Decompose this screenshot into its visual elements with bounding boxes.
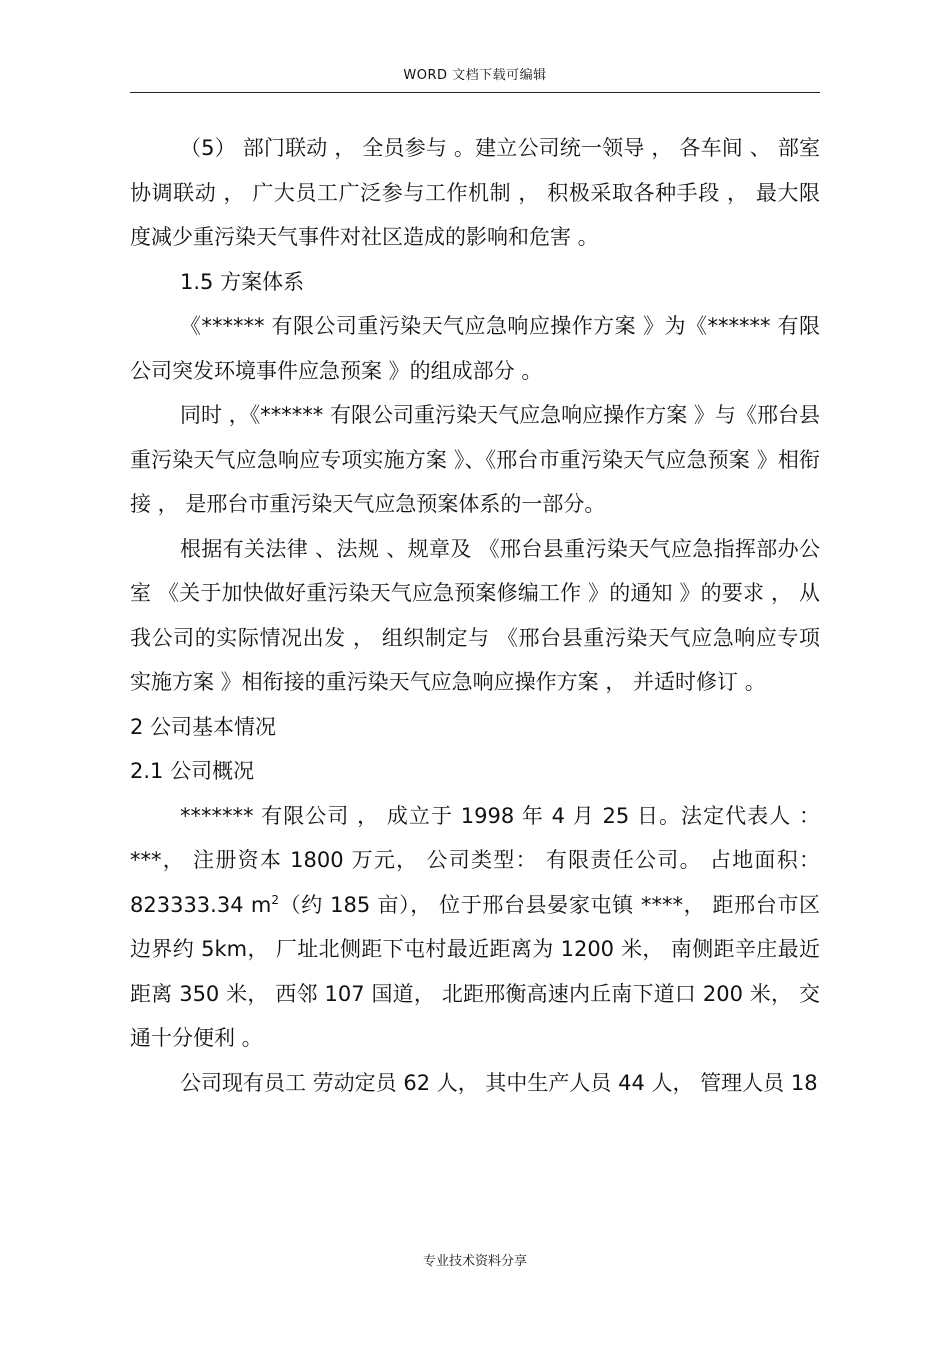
paragraph-plan-linkage: 同时 ，《****** 有限公司重污染天气应急响应操作方案 》与《邢台县重污染天气应急响应专项实施方案 》、《邢台市重污染天气应急预案 》相衔接 ， 是邢台市重污染天气应急预案体系的一部分。	[130, 403, 820, 516]
company-overview-part-1: ******* 有限公司 ， 成立于 1998 年 4 月 25 日。法定代表人 ：***， 注册资本 1800 万元， 公司类型： 有限责任公司。 占地面积： 823333.34 m	[130, 803, 820, 917]
square-meter-superscript: 2	[271, 892, 279, 907]
paragraph-staff: 公司现有员工 劳动定员 62 人， 其中生产人员 44 人， 管理人员 18	[180, 1070, 818, 1095]
page-header: WORD 文档下载可编辑	[403, 68, 547, 83]
page-footer: 专业技术资料分享	[422, 1254, 527, 1269]
section-heading-1-5: 1.5 方案体系	[180, 269, 305, 294]
document-body	[130, 126, 820, 1105]
section-heading-2-1: 2.1 公司概况	[130, 759, 255, 783]
paragraph-company-overview	[130, 794, 820, 1061]
header-divider	[130, 92, 820, 93]
section-heading-2: 2 公司基本情况	[130, 714, 277, 739]
paragraph-legal-basis: 根据有关法律 、法规 、规章及 《邢台县重污染天气应急指挥部办公室 《关于加快做好重污染天气应急预案修编工作 》的通知 》的要求 ， 从我公司的实际情况出发 ， 组织制定与 《邢台县重污染天气应急响应专项实施方案 》相衔接的重污染天气应急响应操作方案 ， 并适时修订 。	[130, 536, 820, 694]
paragraph-department-linkage: （5） 部门联动 ， 全员参与 。建立公司统一领导 ， 各车间 、 部室协调联动 ， 广大员工广泛参与工作机制 ， 积极采取各种手段 ， 最大限度减少重污染天气事件对社区造成的影响和危害 。	[130, 136, 820, 249]
company-overview-part-2: （约 185 亩）， 位于邢台县晏家屯镇 ****， 距邢台市区边界约 5km， 厂址北侧距下屯村最近距离为 1200 米， 南侧距辛庄最近距离 350 米， 西邻 107 国道， 北距邢衡高速内丘南下道口 200 米， 交通十分便利 。	[130, 892, 820, 1050]
paragraph-plan-system: 《****** 有限公司重污染天气应急响应操作方案 》为《****** 有限公司突发环境事件应急预案 》的组成部分 。	[130, 314, 820, 383]
